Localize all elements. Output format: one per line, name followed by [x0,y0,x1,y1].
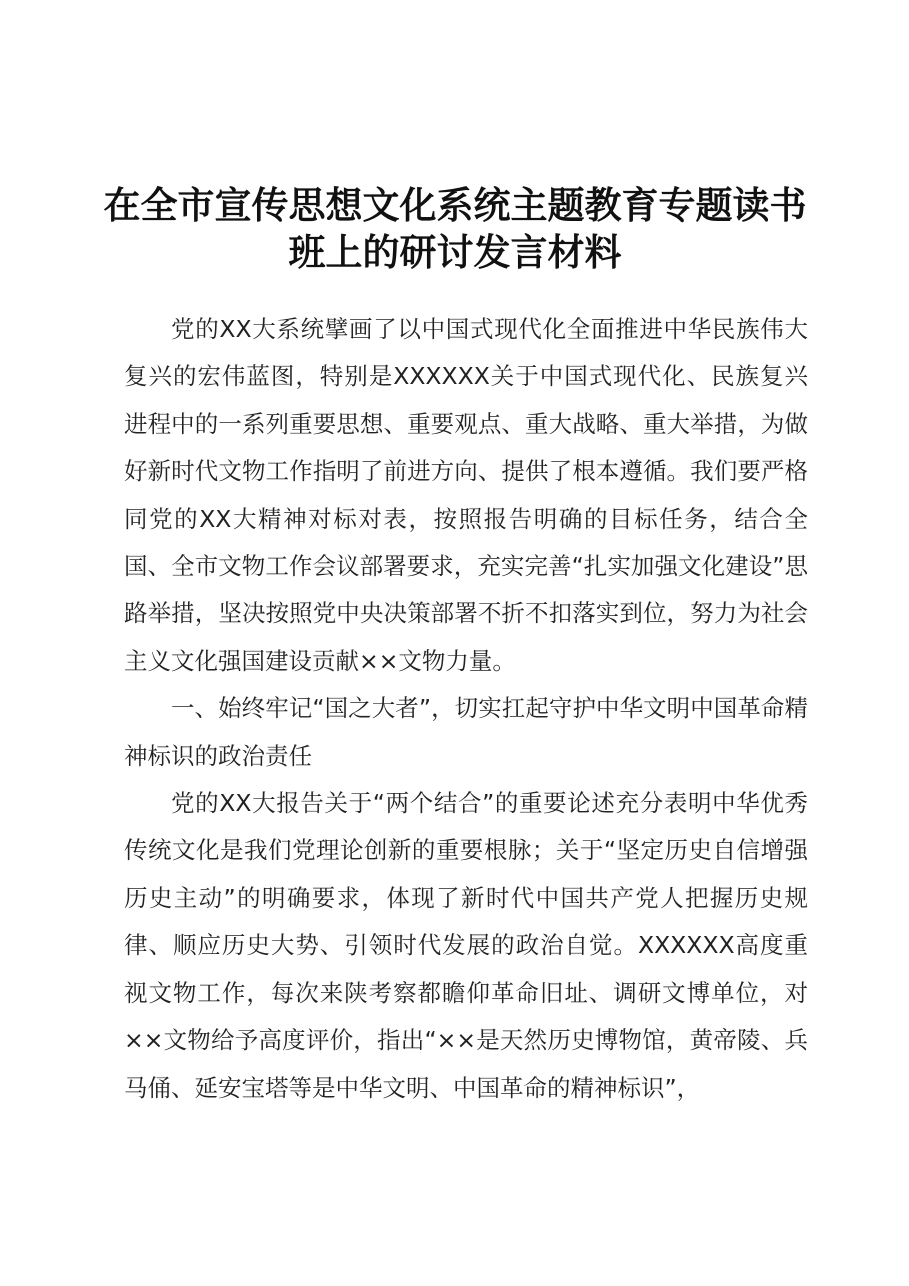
paragraph-intro: 党的XX大系统擘画了以中国式现代化全面推进中华民族伟大复兴的宏伟蓝图，特别是XXXXXX关于中国式现代化、民族复兴进程中的一系列重要思想、重要观点、重大战略、重大举措，为做好新时代文物工作指明了前进方向、提供了根本遵循。我们要严格同党的XX大精神对标对表，按照报告明确的目标任务，结合全国、全市文物工作会议部署要求，充实完善“扎实加强文化建设”思路举措，坚决按照党中央决策部署不折不扣落实到位，努力为社会主义文化强国建设贡献××文物力量。 [124,315,808,675]
section-heading-1: 一、始终牢记“国之大者”，切实扛起守护中华文明中国革命精神标识的政治责任 [124,694,808,770]
document-title: 在全市宣传思想文化系统主题教育专题读书班上的研讨发言材料 [103,183,807,274]
document-body [124,306,808,1112]
paragraph-section-1: 党的XX大报告关于“两个结合”的重要论述充分表明中华优秀传统文化是我们党理论创新的重要根脉；关于“坚定历史自信增强历史主动”的明确要求，体现了新时代中国共产党人把握历史规律、顺应历史大势、引领时代发展的政治自觉。XXXXXX高度重视文物工作，每次来陕考察都瞻仰革命旧址、调研文博单位，对××文物给予高度评价，指出“××是天然历史博物馆，黄帝陵、兵马俑、延安宝塔等是中华文明、中国革命的精神标识”， [124,789,808,1102]
